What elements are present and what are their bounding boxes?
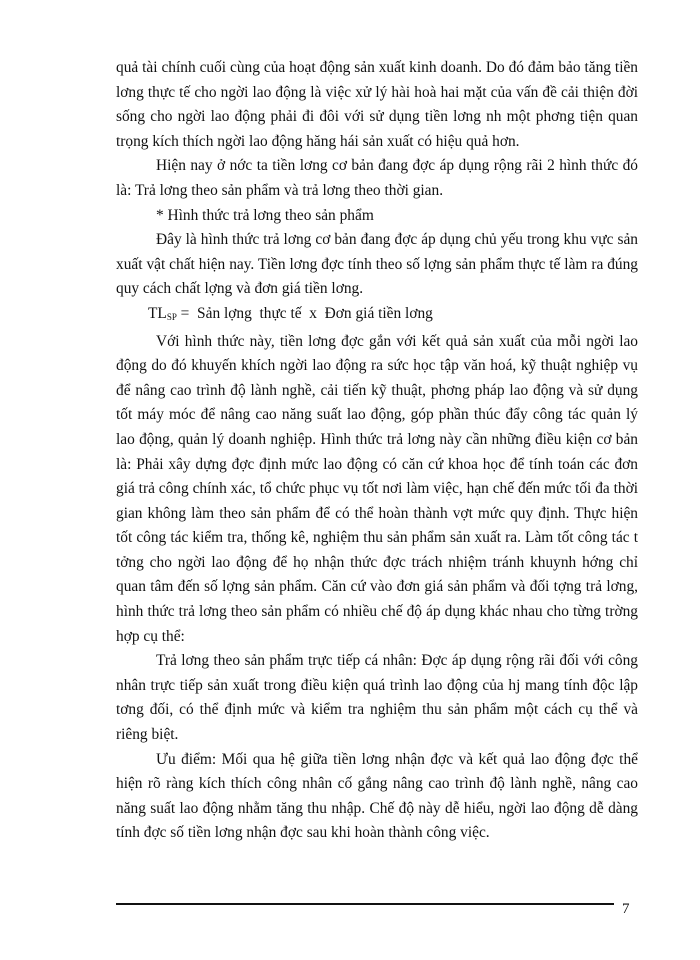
page-number: 7: [622, 901, 630, 917]
document-body: [116, 56, 638, 846]
formula-symbol: TL: [148, 304, 167, 322]
paragraph-direct-individual: Trả lơng theo sản phẩm trực tiếp cá nhân: Đợc áp dụng rộng rãi đối với công nhân trực tiếp sản xuất trong điều kiện quá trình lao động của hj mang tính độc lập tơng đối, có thể định mức và kiểm tra nghiệm thu sản phẩm một cách cụ thể và riêng biệt.: [116, 652, 638, 744]
paragraph-piece-rate-conditions: Với hình thức này, tiền lơng đợc gắn với kết quả sản xuất của mỗi ngời lao động do đó khuyến khích ngời lao động ra sức học tập văn hoá, kỹ thuật nghiệp vụ để nâng cao trình độ lành nghề, cải tiến kỹ thuật, phơng pháp lao động và sử dụng tốt máy móc để nâng cao năng suất lao động, góp phần thúc đẩy công tác quản lý lao động, quản lý doanh nghiệp. Hình thức trả lơng này cần những điều kiện cơ bản là: Phải xây dựng đợc định mức lao động có căn cứ khoa học để tính toán các đơn giá trả công chính xác, tổ chức phục vụ tốt nơi làm việc, hạn chế đến mức tối đa thời gian không làm theo sản phẩm để có thể hoàn thành vợt mức quy định. Thực hiện tốt công tác kiểm tra, thống kê, nghiệm thu sản phẩm sản xuất ra. Làm tốt công tác t tởng cho ngời lao động để họ nhận thức đợc trách nhiệm tránh khuynh hớng chỉ quan tâm đến số lợng sản phẩm. Căn cứ vào đơn giá sản phẩm và đối tợng trả lơng, hình thức trả lơng theo sản phẩm có nhiều chế độ áp dụng khác nhau cho từng trờng hợp cụ thể:: [116, 332, 638, 645]
paragraph-advantages: Ưu điểm: Mối qua hệ giữa tiền lơng nhận đợc và kết quả lao động đợc thể hiện rõ ràng kích thích công nhân cố gắng nâng cao trình độ lành nghề, nâng cao năng suất lao động nhằm tăng thu nhập. Chế độ này dễ hiểu, ngời lao động dễ dàng tính đợc số tiền lơng nhận đợc sau khi hoàn thành công việc.: [116, 750, 638, 842]
footer-divider: [116, 903, 614, 905]
paragraph-salary-forms-intro: Hiện nay ở nớc ta tiền lơng cơ bản đang đợc áp dụng rộng rãi 2 hình thức đó là: Trả lơng theo sản phẩm và trả lơng theo thời gian.: [116, 157, 638, 199]
section-heading-piece-rate: * Hình thức trả lơng theo sản phẩm: [156, 206, 374, 224]
formula-expression: = Sản lợng thực tế x Đơn giá tiền lơng: [176, 304, 433, 322]
salary-formula: [116, 302, 638, 330]
paragraph-continuation: quả tài chính cuối cùng của hoạt động sản xuất kinh doanh. Do đó đảm bảo tăng tiền lơng thực tế cho ngời lao động là việc xử lý hài hoà hai mặt của vấn đề cải thiện đời sống cho ngời lao động phải đi đôi với sử dụng tiền lơng nh một phơng tiện quan trọng kích thích ngời lao động hăng hái sản xuất có hiệu quả hơn.: [116, 59, 638, 150]
paragraph-piece-rate-definition: Đây là hình thức trả lơng cơ bản đang đợc áp dụng chủ yếu trong khu vực sản xuất vật chất hiện nay. Tiền lơng đợc tính theo số lợng sản phẩm thực tế làm ra đúng quy cách chất lợng và đơn giá tiền lơng.: [116, 231, 638, 298]
formula-subscript: SP: [166, 311, 177, 322]
